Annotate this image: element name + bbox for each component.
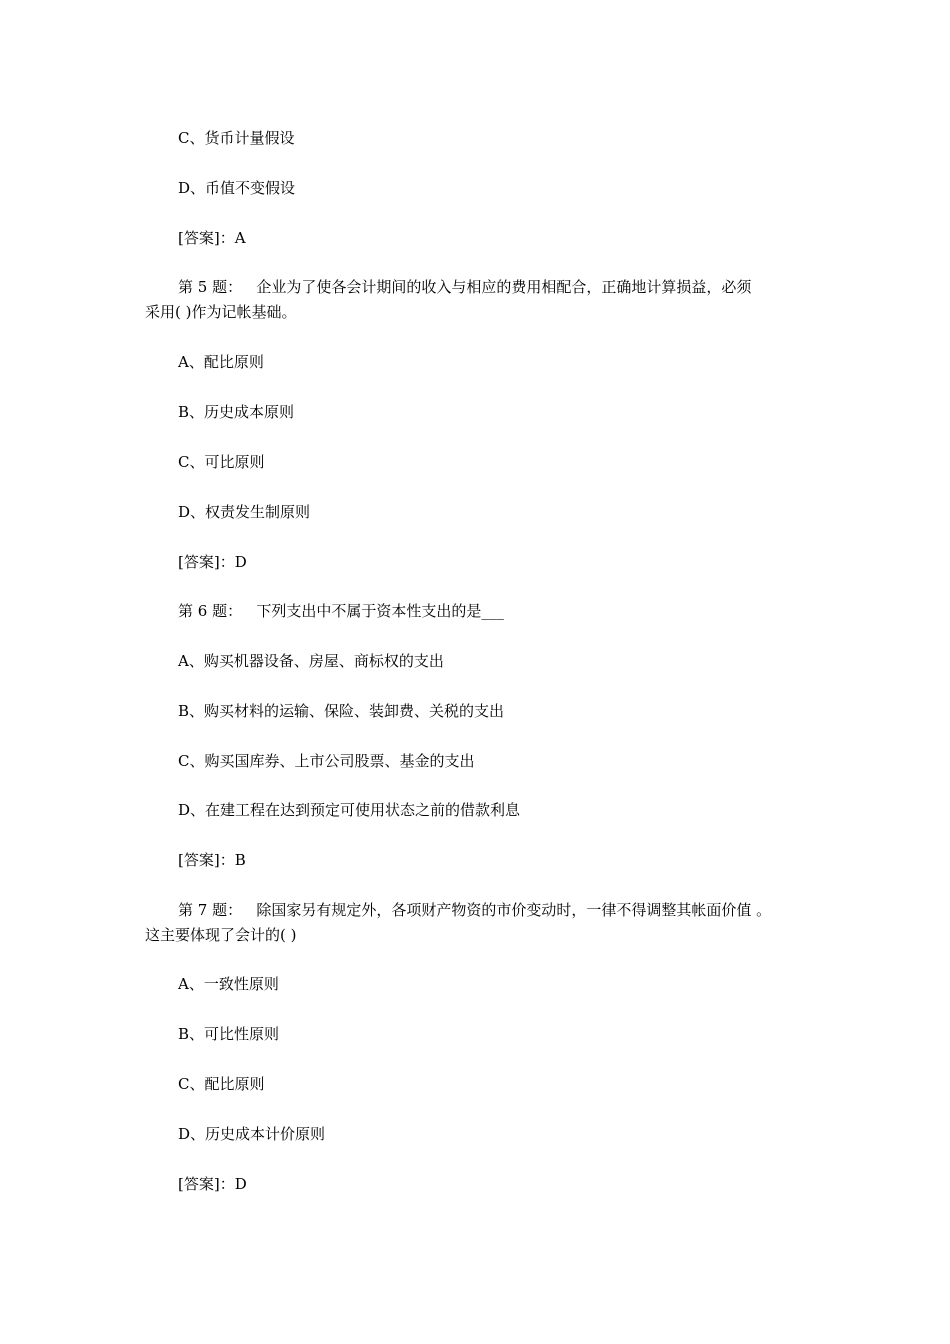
q4-option-c: C、货币计量假设 bbox=[178, 129, 295, 147]
q7-option-c: C、配比原则 bbox=[178, 1075, 265, 1093]
q6-question: 第 6 题： 下列支出中不属于资本性支出的是___ bbox=[178, 602, 504, 620]
q6-option-d: D、在建工程在达到预定可使用状态之前的借款利息 bbox=[178, 801, 521, 819]
q7-option-a: A、一致性原则 bbox=[178, 975, 279, 993]
q5-question-line1: 第 5 题： 企业为了使各会计期间的收入与相应的费用相配合，正确地计算损益，必须 bbox=[178, 278, 752, 296]
q7-answer: [答案]：D bbox=[178, 1175, 247, 1193]
q6-option-a: A、购买机器设备、房屋、商标权的支出 bbox=[178, 652, 444, 670]
q6-answer: [答案]：B bbox=[178, 851, 246, 869]
q5-question-line2: 采用( )作为记帐基础。 bbox=[145, 303, 297, 321]
q5-option-d: D、权责发生制原则 bbox=[178, 503, 311, 521]
q5-option-c: C、可比原则 bbox=[178, 453, 265, 471]
q7-question-line1: 第 7 题： 除国家另有规定外，各项财产物资的市价变动时，一律不得调整其帐面价值 。 bbox=[178, 901, 772, 919]
q7-option-d: D、历史成本计价原则 bbox=[178, 1125, 326, 1143]
q4-option-d: D、币值不变假设 bbox=[178, 179, 296, 197]
q5-option-a: A、配比原则 bbox=[178, 353, 264, 371]
q4-answer: [答案]：A bbox=[178, 229, 246, 247]
q7-option-b: B、可比性原则 bbox=[178, 1025, 280, 1043]
q6-option-b: B、购买材料的运输、保险、装卸费、关税的支出 bbox=[178, 702, 505, 720]
q6-option-c: C、购买国库券、上市公司股票、基金的支出 bbox=[178, 752, 475, 770]
q7-question-line2: 这主要体现了会计的( ) bbox=[145, 926, 297, 944]
q5-option-b: B、历史成本原则 bbox=[178, 403, 295, 421]
q5-answer: [答案]：D bbox=[178, 553, 247, 571]
